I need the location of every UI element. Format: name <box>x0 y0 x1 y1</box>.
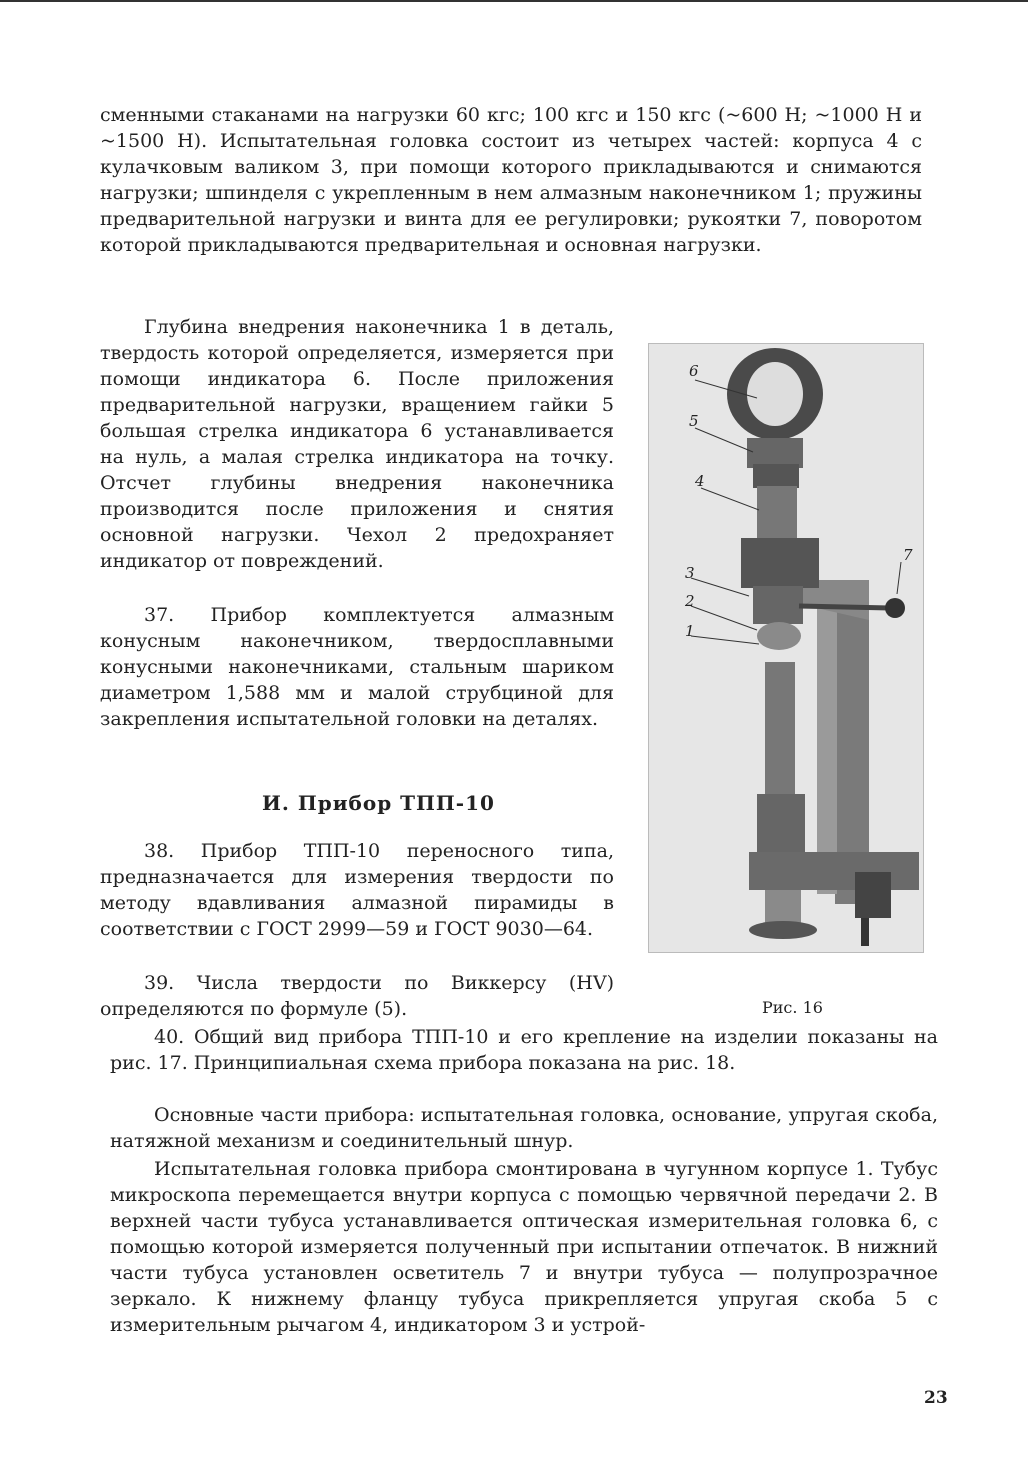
label-1: 1 <box>685 622 695 640</box>
label-5: 5 <box>689 412 699 430</box>
page-number: 23 <box>924 1388 948 1408</box>
label-2: 2 <box>685 592 695 610</box>
label-4: 4 <box>695 472 705 490</box>
paragraph-6: 40. Общий вид прибора ТПП-10 и его крепление на изделии показаны на рис. 17. Принципиальная схема прибора показана на рис. 18. <box>110 1026 938 1074</box>
paragraph-4: 38. Прибор ТПП-10 переносного типа, предназначается для измерения твердости по методу вдавливания алмазной пирамиды в соответствии с ГОСТ 2999—59 и ГОСТ 9030—64. <box>100 840 614 940</box>
device-photo <box>648 343 924 953</box>
label-6: 6 <box>689 362 699 380</box>
top-border <box>0 0 1028 2</box>
paragraph-5: 39. Числа твердости по Виккерсу (HV) определяются по формуле (5). <box>100 972 614 1020</box>
paragraph-3: 37. Прибор комплектуется алмазным конусным наконечником, твердосплавными конусными наконечниками, стальным шариком диаметром 1,588 мм и малой струбциной для закрепления испытательной головки на деталях. <box>100 604 614 730</box>
paragraph-1: сменными стаканами на нагрузки 60 кгс; 100 кгс и 150 кгс (~600 Н; ~1000 Н и ~1500 Н). Испытательная головка состоит из четырех частей: корпуса 4 с кулачковым валиком 3, при помощи которого прикладываются и снимаются нагрузки; шпинделя с укрепленным в нем алмазным наконечником 1; пружины предварительной нагрузки и винта для ее регулировки; рукоятки 7, поворотом которой прикладываются предварительная и основная нагрузки. <box>100 104 922 256</box>
figure-caption: Рис. 16 <box>762 998 823 1017</box>
label-7: 7 <box>903 546 913 564</box>
paragraph-8: Испытательная головка прибора смонтирована в чугунном корпусе 1. Тубус микроскопа перемещается внутри корпуса с помощью червячной передачи 2. В верхней части тубуса устанавливается оптическая измерительная головка 6, с помощью которой измеряется полученный при испытании отпечаток. В нижний части тубуса установлен осветитель 7 и внутри тубуса — полупрозрачное зеркало. К нижнему фланцу тубуса прикрепляется упругая скоба 5 с измерительным рычагом 4, индикатором 3 и устрой- <box>110 1158 938 1336</box>
section-heading: И. Прибор ТПП-10 <box>262 791 495 815</box>
paragraph-2: Глубина внедрения наконечника 1 в деталь, твердость которой определяется, измеряется при помощи индикатора 6. После приложения предварительной нагрузки, вращением гайки 5 большая стрелка индикатора 6 устанавливается на нуль, а малая стрелка индикатора на точку. Отсчет глубины внедрения наконечника производится после приложения и снятия основной нагрузки. Чехол 2 предохраняет индикатор от повреждений. <box>100 316 614 572</box>
label-3: 3 <box>685 564 695 582</box>
paragraph-7: Основные части прибора: испытательная головка, основание, упругая скоба, натяжной механизм и соединительный шнур. <box>110 1104 938 1152</box>
